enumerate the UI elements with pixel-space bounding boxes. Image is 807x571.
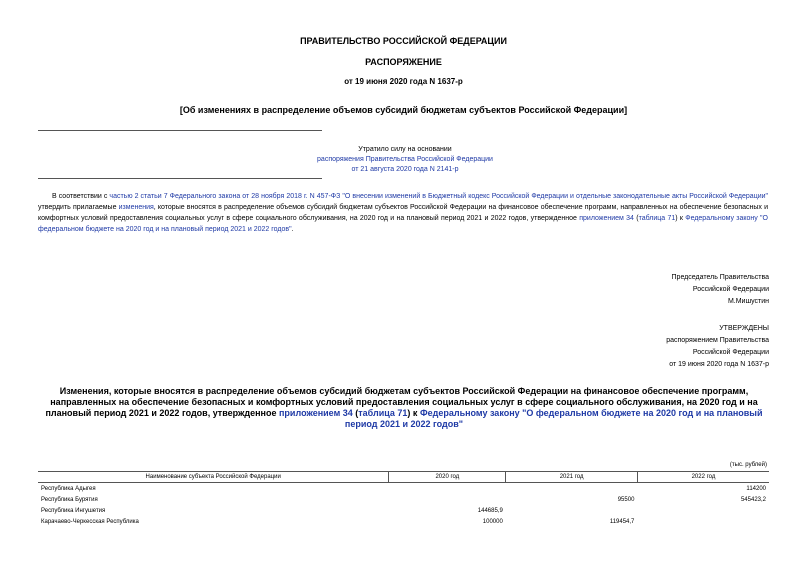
subsidy-table — [38, 471, 769, 527]
column-header: 2021 год — [506, 472, 638, 483]
body-paragraph — [38, 191, 768, 235]
amount-2022: 545423,2 — [740, 496, 766, 503]
approved-block — [666, 323, 769, 371]
region-name: Республика Адыгея — [41, 485, 96, 492]
law-457-link[interactable]: частью 2 статьи 7 Федерального закона от 28 ноября 2018 г. N 457-ФЗ "О внесении изменений в Бюджетный кодекс Российской Федерации и отдельные законодательные акты Российской Федерации" — [109, 193, 769, 200]
table-row — [38, 494, 769, 505]
table-71-link[interactable]: таблица 71 — [638, 215, 676, 222]
amount-2022 — [637, 505, 769, 516]
approved-date: от 19 июня 2020 года N 1637-р — [669, 361, 769, 368]
changes-federal-law-link[interactable]: Федеральному закону "О федеральном бюджете на 2020 год и на плановый период 2021 и 2022 годов" — [344, 408, 763, 429]
federal-budget-law-link[interactable]: Федеральному закону "О федеральном бюджете на 2020 год и на плановый период 2021 и 2022 годов" — [38, 215, 768, 233]
changes-title — [38, 386, 770, 430]
divider-top — [38, 130, 322, 131]
region-name: Карачаево-Черкесская Республика — [41, 518, 139, 525]
body-text: ( — [633, 215, 639, 222]
changes-appendix-34-link[interactable]: приложением 34 — [279, 408, 353, 418]
changes-title-text: ( — [352, 408, 359, 418]
table-header-row — [38, 472, 769, 483]
lost-force-note — [300, 145, 510, 175]
changes-table-71-link[interactable]: таблица 71 — [358, 408, 408, 418]
appendix-34-link[interactable]: приложением 34 — [579, 215, 634, 222]
column-header: Наименование субъекта Российской Федерации — [38, 472, 389, 483]
document-type: РАСПОРЯЖЕНИЕ — [365, 57, 442, 67]
approved-country: Российской Федерации — [692, 349, 769, 356]
approved-by: распоряжением Правительства — [666, 337, 769, 344]
changes-link[interactable]: изменения — [118, 204, 154, 211]
body-text: утвердить прилагаемые — [38, 204, 119, 211]
lost-force-link[interactable]: распоряжения Правительства Российской Федерации — [317, 156, 493, 163]
amount-2021 — [506, 505, 638, 516]
divider-bottom — [38, 178, 322, 179]
document-title: [Об изменениях в распределение объемов субсидий бюджетам субъектов Российской Федерации] — [179, 105, 628, 115]
authority-heading: ПРАВИТЕЛЬСТВО РОССИЙСКОЙ ФЕДЕРАЦИИ — [300, 36, 507, 46]
approved-heading: УТВЕРЖДЕНЫ — [719, 325, 769, 332]
amount-2020 — [389, 483, 506, 495]
signature-block — [672, 272, 769, 308]
body-text: , которые вносятся в распределение объемов субсидий бюджетам субъектов Российской Федерации на финансовое обеспечение программ, направленных на обеспечение безопасных и комфортных условий предоставления социальных услуг в сфере социального обслуживания, на 2020 год и на плановый период 2021 и 2022 годов, утвержденное — [38, 204, 769, 222]
amount-2021: 119454,7 — [609, 518, 635, 525]
body-text: . — [291, 226, 294, 233]
region-name: Республика Ингушетия — [41, 507, 106, 514]
lost-force-text: Утратило силу на основании — [358, 146, 452, 153]
amount-2022: 114200 — [746, 485, 766, 492]
table-row — [38, 516, 769, 527]
region-name: Республика Бурятия — [41, 496, 98, 503]
column-header: 2020 год — [389, 472, 506, 483]
signature-name: М.Мишустин — [727, 298, 769, 305]
amount-2022 — [637, 516, 769, 527]
table-row — [38, 483, 769, 495]
signature-position: Председатель Правительства — [671, 274, 769, 281]
changes-title-text: Изменения, которые вносятся в распределение объемов субсидий бюджетам субъектов Российской Федерации на финансовое обеспечение программ, направленных на обеспечение безопасных и комфортных условий предоставления социальных услуг в сфере социального обслуживания, на 2020 год и на плановый период 2021 и 2022 годов, утвержденное — [45, 386, 758, 418]
table-row — [38, 505, 769, 516]
body-text: ) к — [675, 215, 686, 222]
body-text: В соответствии с — [52, 193, 110, 200]
amount-2020: 144685,9 — [477, 507, 503, 514]
amount-2020: 100000 — [482, 518, 503, 525]
amount-2021 — [506, 483, 638, 495]
amount-2020 — [389, 494, 506, 505]
column-header: 2022 год — [637, 472, 769, 483]
amount-2021: 95500 — [617, 496, 635, 503]
document-date-number: от 19 июня 2020 года N 1637-р — [344, 77, 463, 86]
lost-force-link-date[interactable]: от 21 августа 2020 года N 2141-р — [351, 166, 459, 173]
signature-country: Российской Федерации — [692, 286, 769, 293]
changes-title-text: ) к — [407, 408, 420, 418]
table-units: (тыс. рублей) — [729, 462, 767, 468]
